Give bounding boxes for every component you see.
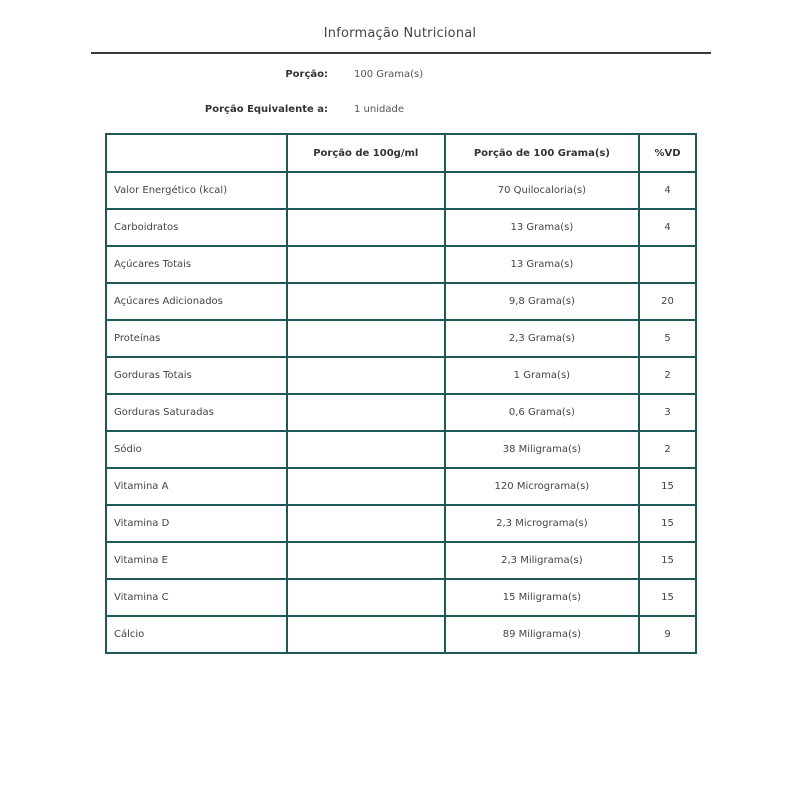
- table-row: [106, 468, 696, 505]
- table-row: [106, 579, 696, 616]
- vd-cell: [639, 246, 696, 283]
- table-row: [106, 246, 696, 283]
- portion-cell: 9,8 Grama(s): [445, 283, 639, 320]
- vd-cell: 15: [639, 542, 696, 579]
- per-100g-cell: [287, 283, 445, 320]
- table-header-row: [106, 134, 696, 172]
- portion-cell: 120 Micrograma(s): [445, 468, 639, 505]
- title-divider: [91, 52, 711, 54]
- nutrient-cell: Valor Energético (kcal): [106, 172, 287, 209]
- portion-cell: 15 Miligrama(s): [445, 579, 639, 616]
- table-row: [106, 616, 696, 653]
- per-100g-cell: [287, 357, 445, 394]
- nutrient-cell: Vitamina D: [106, 505, 287, 542]
- per-100g-cell: [287, 431, 445, 468]
- portion-cell: 38 Miligrama(s): [445, 431, 639, 468]
- vd-cell: 5: [639, 320, 696, 357]
- nutrient-cell: Vitamina E: [106, 542, 287, 579]
- table-row: [106, 542, 696, 579]
- serving-label: Porção:: [285, 69, 328, 80]
- vd-cell: 15: [639, 468, 696, 505]
- nutrient-cell: Proteínas: [106, 320, 287, 357]
- nutrient-cell: Açúcares Totais: [106, 246, 287, 283]
- vd-cell: 15: [639, 579, 696, 616]
- nutrient-cell: Açúcares Adicionados: [106, 283, 287, 320]
- portion-cell: 1 Grama(s): [445, 357, 639, 394]
- nutrient-cell: Carboidratos: [106, 209, 287, 246]
- vd-cell: 15: [639, 505, 696, 542]
- table-row: [106, 320, 696, 357]
- table-row: [106, 357, 696, 394]
- vd-cell: 2: [639, 431, 696, 468]
- per-100g-cell: [287, 320, 445, 357]
- nutrient-cell: Vitamina A: [106, 468, 287, 505]
- nutrient-cell: Cálcio: [106, 616, 287, 653]
- table-body: [106, 172, 696, 653]
- per-100g-cell: [287, 394, 445, 431]
- portion-cell: 13 Grama(s): [445, 246, 639, 283]
- portion-cell: 2,3 Micrograma(s): [445, 505, 639, 542]
- header-portion: Porção de 100 Grama(s): [445, 134, 639, 172]
- vd-cell: 4: [639, 172, 696, 209]
- header-nutrient: [106, 134, 287, 172]
- per-100g-cell: [287, 468, 445, 505]
- nutrient-cell: Gorduras Saturadas: [106, 394, 287, 431]
- per-100g-cell: [287, 505, 445, 542]
- table-row: [106, 283, 696, 320]
- serving-value: 100 Grama(s): [354, 69, 424, 80]
- vd-cell: 3: [639, 394, 696, 431]
- vd-cell: 4: [639, 209, 696, 246]
- vd-cell: 9: [639, 616, 696, 653]
- header-per-100g: Porção de 100g/ml: [287, 134, 445, 172]
- table-row: [106, 209, 696, 246]
- portion-cell: 89 Miligrama(s): [445, 616, 639, 653]
- portion-cell: 0,6 Grama(s): [445, 394, 639, 431]
- vd-cell: 2: [639, 357, 696, 394]
- nutrient-cell: Sódio: [106, 431, 287, 468]
- per-100g-cell: [287, 172, 445, 209]
- nutrient-cell: Gorduras Totais: [106, 357, 287, 394]
- per-100g-cell: [287, 246, 445, 283]
- table-row: [106, 172, 696, 209]
- table-row: [106, 394, 696, 431]
- per-100g-cell: [287, 209, 445, 246]
- portion-cell: 13 Grama(s): [445, 209, 639, 246]
- portion-cell: 70 Quilocaloria(s): [445, 172, 639, 209]
- per-100g-cell: [287, 579, 445, 616]
- equivalent-label: Porção Equivalente a:: [204, 104, 328, 115]
- table-row: [106, 505, 696, 542]
- nutrient-cell: Vitamina C: [106, 579, 287, 616]
- portion-cell: 2,3 Grama(s): [445, 320, 639, 357]
- portion-cell: 2,3 Miligrama(s): [445, 542, 639, 579]
- page-title: Informação Nutricional: [323, 26, 477, 41]
- table-row: [106, 431, 696, 468]
- per-100g-cell: [287, 616, 445, 653]
- equivalent-value: 1 unidade: [354, 104, 404, 115]
- vd-cell: 20: [639, 283, 696, 320]
- nutrition-table: [105, 133, 697, 654]
- per-100g-cell: [287, 542, 445, 579]
- header-vd: %VD: [639, 134, 696, 172]
